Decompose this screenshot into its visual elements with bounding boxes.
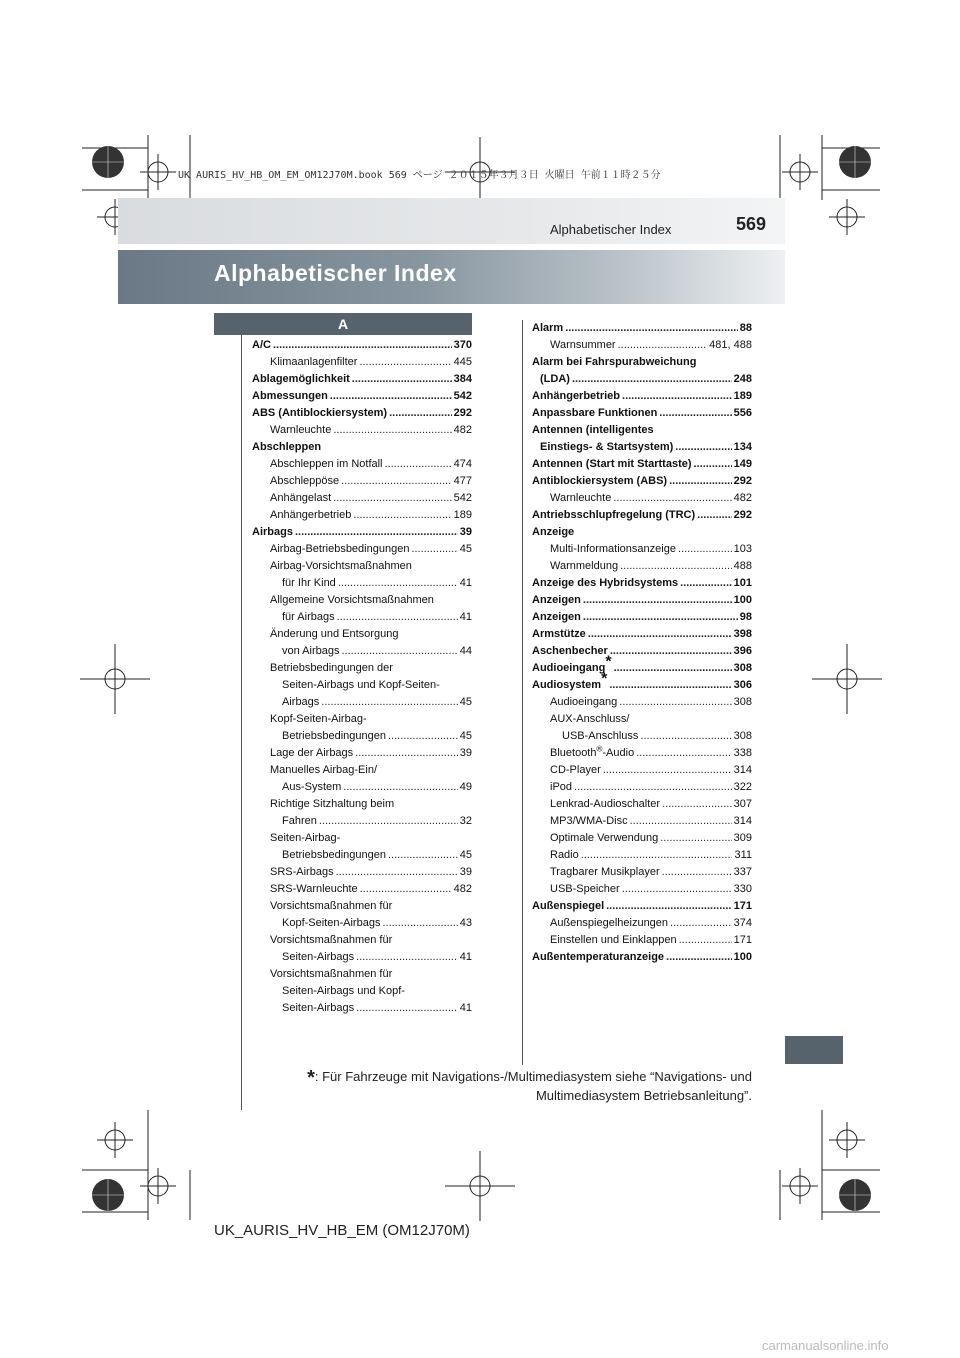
- index-entry: [532, 507, 752, 524]
- dot-leader: [659, 405, 731, 422]
- index-entry-page: 311: [734, 849, 752, 861]
- index-entry-term: ABS (Antiblockiersystem): [252, 407, 388, 419]
- dot-leader: [620, 558, 732, 575]
- index-entry-term: Antriebsschlupfregelung (TRC): [532, 509, 696, 521]
- index-entry: [532, 915, 752, 932]
- index-entry: [252, 728, 472, 745]
- index-entry: [532, 490, 752, 507]
- index-entry-page: 39: [459, 866, 472, 878]
- index-entry-term: CD-Player: [550, 764, 601, 776]
- index-entry-term: Antiblockiersystem (ABS): [532, 475, 668, 487]
- index-entry-term: USB-Anschluss: [562, 730, 639, 742]
- index-entry-term: Seiten-Airbag-: [270, 832, 341, 844]
- index-entry-page: 41: [459, 577, 472, 589]
- index-entry: [532, 796, 752, 813]
- index-entry-page: 398: [733, 628, 752, 640]
- index-entry: [532, 524, 752, 541]
- index-entry-term: Anzeigen: [532, 611, 581, 623]
- index-entry-page: 337: [733, 866, 752, 878]
- index-entry: [252, 932, 472, 949]
- dot-leader: [352, 371, 452, 388]
- index-entry-page: 171: [733, 934, 752, 946]
- dot-leader: [336, 864, 458, 881]
- dot-leader: [680, 575, 732, 592]
- index-entry-page: 308: [733, 730, 752, 742]
- index-entry-page: 189: [733, 390, 752, 402]
- index-entry-page: 309: [733, 832, 752, 844]
- index-entry-page: 41: [459, 1002, 472, 1014]
- dot-leader: [385, 456, 452, 473]
- index-entry-term: Multi-Informationsanzeige: [550, 543, 676, 555]
- index-entry: [252, 881, 472, 898]
- dot-leader: [388, 847, 458, 864]
- index-entry-page: 482: [453, 883, 472, 895]
- index-entry-term: für Ihr Kind: [282, 577, 336, 589]
- index-entry-page: 322: [733, 781, 752, 793]
- dot-leader: [583, 592, 732, 609]
- dot-leader: [319, 813, 458, 830]
- index-entry-page: 100: [733, 951, 752, 963]
- index-entry-term: Anhängelast: [270, 492, 332, 504]
- dot-leader: [603, 762, 732, 779]
- index-entry: [532, 541, 752, 558]
- index-entry: [532, 847, 752, 864]
- index-entry-page: 477: [453, 475, 472, 487]
- index-entry-page: 45: [459, 730, 472, 742]
- index-entry-page: 101: [733, 577, 752, 589]
- index-entry: [252, 456, 472, 473]
- index-entry-page: 292: [453, 407, 472, 419]
- index-entry: [532, 337, 752, 354]
- watermark: carmanualsonline.info: [762, 1338, 889, 1353]
- document-code: UK_AURIS_HV_HB_EM (OM12J70M): [214, 1222, 470, 1239]
- index-entry-page: 44: [459, 645, 472, 657]
- index-entry: [532, 456, 752, 473]
- index-entry-term: Alarm: [532, 322, 564, 334]
- index-entry: [532, 422, 752, 439]
- index-entry: [252, 439, 472, 456]
- index-entry-term: SRS-Warnleuchte: [270, 883, 358, 895]
- index-entry-term: Abmessungen: [252, 390, 328, 402]
- index-entry-page: 330: [733, 883, 752, 895]
- index-entry-page: 542: [453, 492, 472, 504]
- index-entry-page: 32: [459, 815, 472, 827]
- index-entry-page: 171: [733, 900, 752, 912]
- index-entry-page: 41: [459, 951, 472, 963]
- left-margin-rule: [241, 320, 242, 1110]
- dot-leader: [636, 745, 731, 762]
- index-entry: [532, 881, 752, 898]
- index-entry-page: 396: [733, 645, 752, 657]
- index-entry-page: 149: [733, 458, 752, 470]
- index-entry-page: 314: [733, 815, 752, 827]
- index-entry: [532, 653, 752, 677]
- index-entry-term: Bluetooth®-Audio: [550, 744, 635, 759]
- index-entry-term: Anhängerbetrieb: [270, 509, 352, 521]
- dot-leader: [583, 609, 738, 626]
- index-entry-term: Anhängerbetrieb: [532, 390, 621, 402]
- index-entry-term: Einstiegs- & Startsystem): [540, 441, 674, 453]
- index-entry: [252, 558, 472, 575]
- index-entry: [252, 864, 472, 881]
- index-entry-page: 100: [733, 594, 752, 606]
- index-entry: [532, 388, 752, 405]
- index-entry-page: 384: [453, 373, 472, 385]
- dot-leader: [382, 915, 457, 932]
- dot-leader: [622, 881, 732, 898]
- index-entry: [532, 354, 752, 371]
- index-entry: [252, 847, 472, 864]
- index-column-right: [532, 320, 752, 966]
- index-entry-term: Einstellen und Einklappen: [550, 934, 677, 946]
- column-divider: [522, 320, 523, 1065]
- dot-leader: [330, 388, 452, 405]
- index-entry-page: 370: [453, 339, 472, 351]
- index-entry-term: Vorsichtsmaßnahmen für: [270, 968, 393, 980]
- index-entry: [252, 490, 472, 507]
- index-entry: [532, 745, 752, 762]
- dot-leader: [321, 694, 457, 711]
- index-entry: [252, 711, 472, 728]
- index-entry-page: 189: [453, 509, 472, 521]
- index-entry-term: für Airbags: [282, 611, 335, 623]
- index-entry: [252, 660, 472, 677]
- dot-leader: [341, 473, 452, 490]
- index-entry: [252, 422, 472, 439]
- dot-leader: [697, 507, 731, 524]
- index-entry-term: Seiten-Airbags: [282, 1002, 355, 1014]
- index-entry-term: Aschenbecher: [532, 645, 608, 657]
- dot-leader: [606, 898, 732, 915]
- dot-leader: [619, 694, 731, 711]
- index-entry-page: 556: [733, 407, 752, 419]
- index-entry: [532, 830, 752, 847]
- index-entry-page: 292: [733, 475, 752, 487]
- index-entry: [532, 371, 752, 388]
- index-entry-term: Seiten-Airbags: [282, 951, 355, 963]
- dot-leader: [679, 932, 732, 949]
- index-entry: [252, 575, 472, 592]
- index-entry-term: Anzeigen: [532, 594, 581, 606]
- index-entry-term: Antennen (Start mit Starttaste): [532, 458, 692, 470]
- index-entry: [252, 762, 472, 779]
- section-letter-bar: A: [214, 313, 472, 335]
- index-entry: [252, 592, 472, 609]
- dot-leader: [574, 779, 732, 796]
- index-entry-page: 49: [459, 781, 472, 793]
- index-entry: [252, 898, 472, 915]
- index-entry: [532, 626, 752, 643]
- index-entry: [532, 670, 752, 694]
- index-entry-term: Alarm bei Fahrspurabweichung: [532, 356, 697, 368]
- dot-leader: [678, 541, 732, 558]
- index-entry-page: 248: [733, 373, 752, 385]
- index-entry-term: Allgemeine Vorsichtsmaßnahmen: [270, 594, 434, 606]
- index-entry: [532, 592, 752, 609]
- index-entry: [252, 643, 472, 660]
- index-entry: [252, 915, 472, 932]
- dot-leader: [622, 388, 732, 405]
- index-column-left: [252, 337, 472, 1017]
- index-entry-term: Antennen (intelligentes: [532, 424, 654, 436]
- dot-leader: [333, 490, 451, 507]
- index-entry: [252, 745, 472, 762]
- index-entry: [252, 371, 472, 388]
- index-entry: [532, 558, 752, 575]
- index-entry: [532, 932, 752, 949]
- index-entry: [252, 388, 472, 405]
- index-entry-term: AUX-Anschluss/: [550, 713, 630, 725]
- index-entry-term: Anzeige des Hybridsystems: [532, 577, 679, 589]
- index-entry: [252, 830, 472, 847]
- index-entry-term: Kopf-Seiten-Airbag-: [270, 713, 367, 725]
- index-entry-page: 482: [733, 492, 752, 504]
- dot-leader: [581, 847, 733, 864]
- index-entry-page: 482: [453, 424, 472, 436]
- index-entry-page: 374: [733, 917, 752, 929]
- dot-leader: [353, 507, 451, 524]
- index-entry-term: Seiten-Airbags und Kopf-: [282, 985, 405, 997]
- index-entry: [532, 439, 752, 456]
- dot-leader: [662, 796, 732, 813]
- index-entry: [532, 762, 752, 779]
- dot-leader: [333, 422, 451, 439]
- index-entry: [532, 694, 752, 711]
- index-entry-term: Airbags: [282, 696, 320, 708]
- index-entry: [252, 677, 472, 694]
- index-entry-term: Abschleppöse: [270, 475, 340, 487]
- index-entry: [252, 609, 472, 626]
- running-title: Alphabetischer Index: [550, 222, 672, 237]
- dot-leader: [356, 949, 458, 966]
- index-entry-term: Optimale Verwendung: [550, 832, 659, 844]
- index-entry-page: 474: [453, 458, 472, 470]
- index-entry-page: 103: [733, 543, 752, 555]
- index-entry: [252, 1000, 472, 1017]
- index-entry-term: Aus-System: [282, 781, 342, 793]
- index-entry-term: Außentemperaturanzeige: [532, 951, 665, 963]
- dot-leader: [614, 660, 732, 677]
- index-entry-term: Audioeingang: [550, 696, 618, 708]
- dot-leader: [338, 575, 458, 592]
- index-entry-page: 445: [453, 356, 472, 368]
- index-entry: [252, 796, 472, 813]
- index-entry-page: 43: [459, 917, 472, 929]
- index-entry-term: Anzeige: [532, 526, 575, 538]
- index-entry-term: von Airbags: [282, 645, 340, 657]
- index-entry: [252, 694, 472, 711]
- dot-leader: [359, 354, 451, 371]
- index-entry: [532, 405, 752, 422]
- index-entry: [532, 898, 752, 915]
- index-entry-page: 314: [733, 764, 752, 776]
- index-entry: [252, 966, 472, 983]
- index-entry-term: iPod: [550, 781, 573, 793]
- index-entry-term: Airbags: [252, 526, 293, 538]
- dot-leader: [572, 371, 732, 388]
- dot-leader: [355, 745, 458, 762]
- index-entry: [532, 949, 752, 966]
- dot-leader: [356, 1000, 458, 1017]
- index-entry-term: MP3/WMA-Disc: [550, 815, 628, 827]
- index-entry-term: Änderung und Entsorgung: [270, 628, 399, 640]
- index-entry-term: A/C: [252, 339, 271, 351]
- index-entry: [532, 779, 752, 796]
- footnote-star: *: [307, 1067, 315, 1089]
- dot-leader: [609, 677, 731, 694]
- index-entry-term: Warnleuchte: [270, 424, 332, 436]
- index-entry-page: 481, 488: [709, 339, 752, 351]
- index-entry: [252, 813, 472, 830]
- index-entry: [252, 337, 472, 354]
- index-entry-page: 306: [733, 679, 752, 691]
- index-entry-term: Tragbarer Musikplayer: [550, 866, 660, 878]
- footnote: [282, 1068, 752, 1104]
- index-entry: [252, 779, 472, 796]
- index-entry: [532, 643, 752, 660]
- header-bar: [118, 198, 785, 244]
- dot-leader: [341, 643, 457, 660]
- dot-leader: [669, 473, 732, 490]
- page-title: Alphabetischer Index: [214, 260, 457, 286]
- dot-leader: [640, 728, 731, 745]
- index-entry-term: Abschleppen: [252, 441, 322, 453]
- dot-leader: [630, 813, 732, 830]
- dot-leader: [273, 337, 452, 354]
- index-entry-page: 88: [739, 322, 752, 334]
- index-entry-term: Fahren: [282, 815, 317, 827]
- index-entry-term: Lage der Airbags: [270, 747, 354, 759]
- index-entry-term: Seiten-Airbags und Kopf-Seiten-: [282, 679, 440, 691]
- index-entry: [532, 320, 752, 337]
- index-entry-page: 308: [733, 662, 752, 674]
- index-entry: [532, 609, 752, 626]
- index-entry: [252, 983, 472, 1000]
- index-entry-page: 45: [459, 849, 472, 861]
- page-number: 569: [736, 214, 767, 234]
- index-entry: [252, 473, 472, 490]
- index-entry-term: Betriebsbedingungen: [282, 849, 386, 861]
- dot-leader: [343, 779, 457, 796]
- dot-leader: [360, 881, 452, 898]
- index-entry: [532, 864, 752, 881]
- index-entry: [532, 813, 752, 830]
- index-entry-page: 39: [459, 747, 472, 759]
- index-entry-page: 542: [453, 390, 472, 402]
- index-entry-term: Anpassbare Funktionen: [532, 407, 658, 419]
- index-entry-page: 39: [459, 526, 472, 538]
- index-entry-term: Vorsichtsmaßnahmen für: [270, 934, 393, 946]
- dot-leader: [565, 320, 738, 337]
- index-entry-page: 45: [459, 543, 472, 555]
- footnote-line-1: : Für Fahrzeuge mit Navigations-/Multimediasystem siehe “Navigations- und: [314, 1069, 752, 1084]
- thumb-index-tab: [785, 1036, 843, 1064]
- dot-leader: [694, 456, 732, 473]
- book-file-info: UK AURIS_HV_HB_OM_EM_OM12J70M.book 569 ページ ２０１５年３月３日 火曜日 午前１１時２５分: [178, 170, 661, 181]
- index-entry-term: Audioeingang*: [532, 653, 612, 674]
- dot-leader: [389, 405, 452, 422]
- dot-leader: [662, 864, 732, 881]
- index-entry-page: 292: [733, 509, 752, 521]
- index-entry-page: 98: [739, 611, 752, 623]
- dot-leader: [388, 728, 458, 745]
- index-entry-term: Lenkrad-Audioschalter: [550, 798, 661, 810]
- dot-leader: [411, 541, 457, 558]
- dot-leader: [588, 626, 732, 643]
- index-entry-term: Vorsichtsmaßnahmen für: [270, 900, 393, 912]
- index-entry-page: 41: [459, 611, 472, 623]
- dot-leader: [675, 439, 731, 456]
- index-entry-term: Außenspiegel: [532, 900, 605, 912]
- index-entry-term: Klimaanlagenfilter: [270, 356, 358, 368]
- dot-leader: [337, 609, 458, 626]
- dot-leader: [660, 830, 731, 847]
- index-entry-term: Abschleppen im Notfall: [270, 458, 383, 470]
- dot-leader: [666, 949, 732, 966]
- dot-leader: [610, 643, 732, 660]
- footnote-line-2: Multimediasystem Betriebsanleitung”.: [535, 1088, 752, 1103]
- index-entry-term: Warnmeldung: [550, 560, 619, 572]
- dot-leader: [295, 524, 458, 541]
- index-entry: [252, 524, 472, 541]
- dot-leader: [670, 915, 732, 932]
- index-entry: [252, 354, 472, 371]
- index-entry-term: Richtige Sitzhaltung beim: [270, 798, 395, 810]
- index-entry: [532, 711, 752, 728]
- dot-leader: [618, 337, 708, 354]
- index-entry-term: SRS-Airbags: [270, 866, 334, 878]
- index-entry-term: Ablagemöglichkeit: [252, 373, 350, 385]
- index-entry-term: USB-Speicher: [550, 883, 620, 895]
- index-entry-term: Warnsummer: [550, 339, 616, 351]
- dot-leader: [613, 490, 731, 507]
- index-entry-term: Audiosystem*: [532, 670, 608, 691]
- index-entry-page: 45: [459, 696, 472, 708]
- index-entry-term: Außenspiegelheizungen: [550, 917, 669, 929]
- index-entry-term: Manuelles Airbag-Ein/: [270, 764, 378, 776]
- index-entry-page: 338: [733, 747, 752, 759]
- index-entry: [252, 405, 472, 422]
- index-entry: [532, 728, 752, 745]
- index-entry: [252, 626, 472, 643]
- index-entry: [252, 949, 472, 966]
- index-entry-term: Armstütze: [532, 628, 586, 640]
- index-entry-term: Betriebsbedingungen der: [270, 662, 393, 674]
- index-entry: [252, 507, 472, 524]
- index-entry-page: 307: [733, 798, 752, 810]
- index-entry-term: Betriebsbedingungen: [282, 730, 386, 742]
- index-entry-page: 488: [733, 560, 752, 572]
- index-entry: [252, 541, 472, 558]
- index-entry-term: Airbag-Betriebsbedingungen: [270, 543, 410, 555]
- index-entry: [532, 575, 752, 592]
- index-entry-page: 308: [733, 696, 752, 708]
- index-entry-term: (LDA): [540, 373, 570, 385]
- index-entry-term: Airbag-Vorsichtsmaßnahmen: [270, 560, 412, 572]
- index-entry-page: 134: [733, 441, 752, 453]
- index-entry-term: Kopf-Seiten-Airbags: [282, 917, 381, 929]
- index-entry-term: Warnleuchte: [550, 492, 612, 504]
- index-entry-term: Radio: [550, 849, 579, 861]
- index-entry: [532, 473, 752, 490]
